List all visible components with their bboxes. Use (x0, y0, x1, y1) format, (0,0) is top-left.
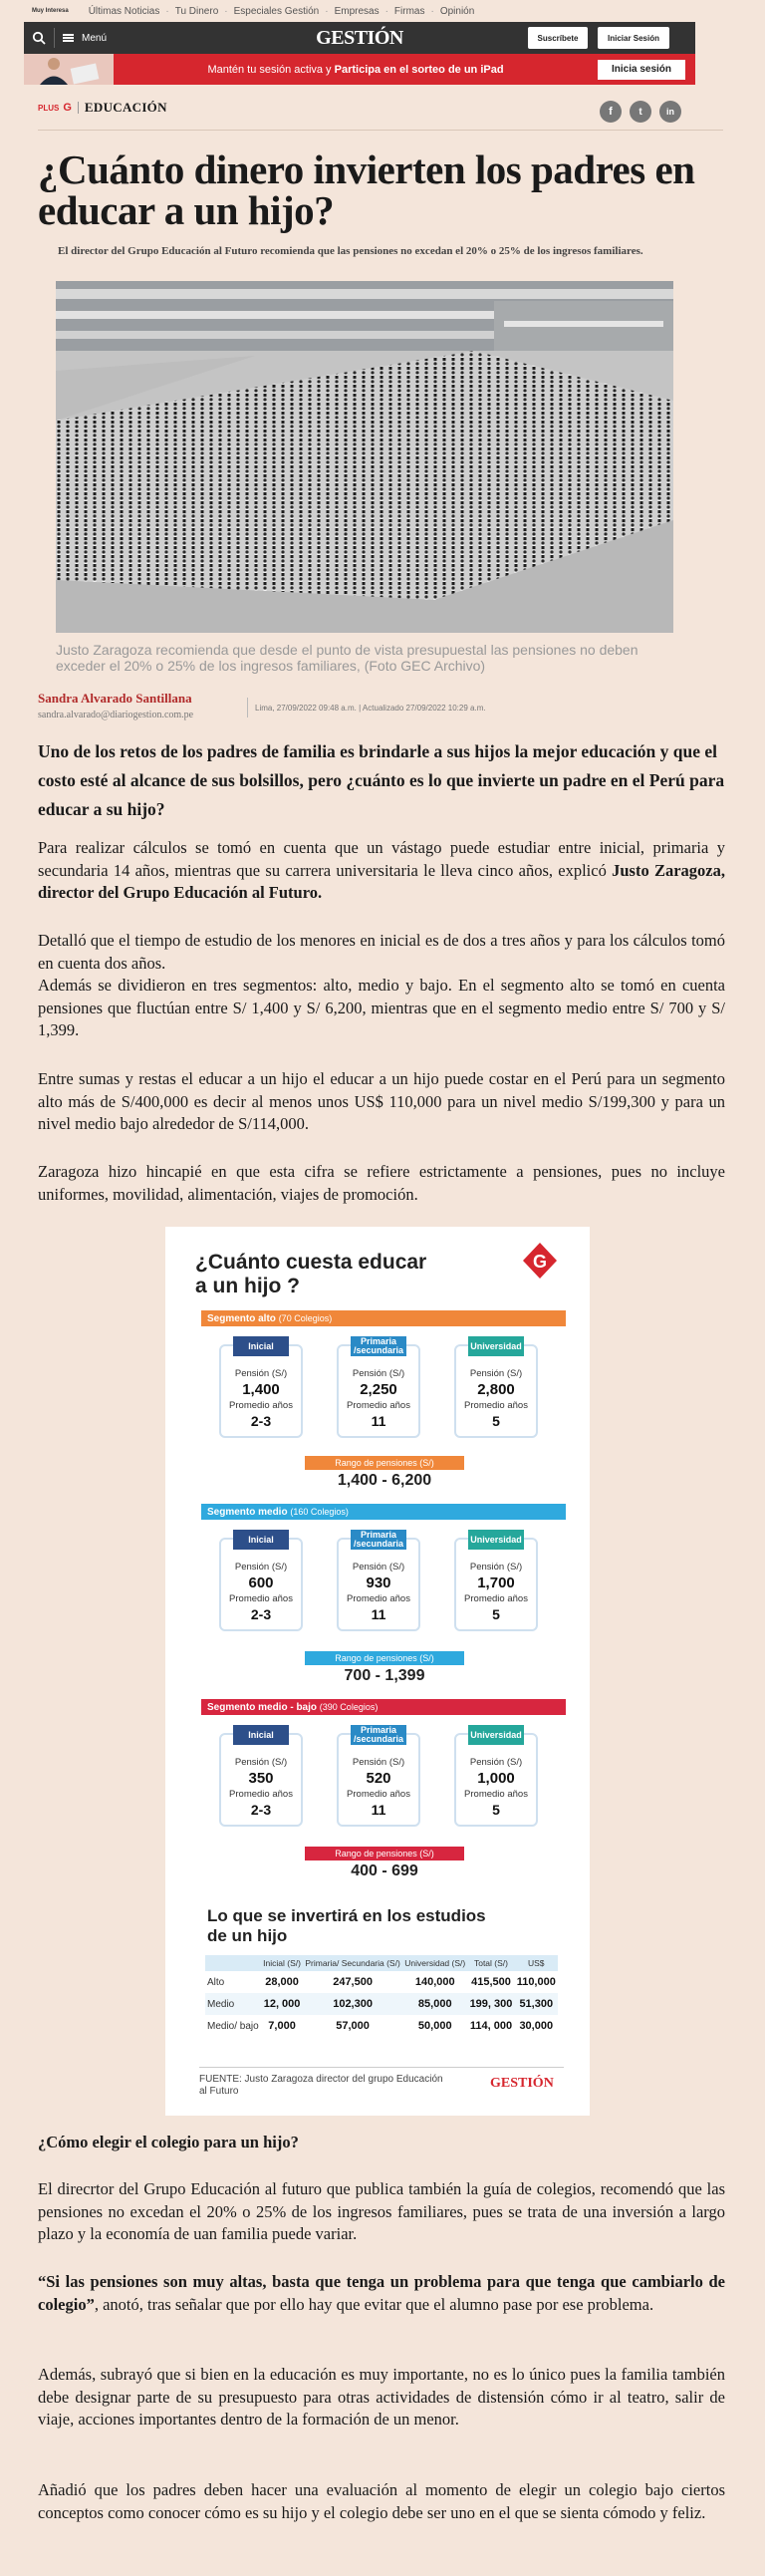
twitter-share-button[interactable] (630, 101, 651, 123)
table-header: Inicial (S/) (261, 1955, 303, 1971)
search-button[interactable] (24, 31, 54, 45)
segment-count: (390 Colegios) (319, 1702, 379, 1712)
table-cell: Medio/ bajo (207, 2020, 259, 2032)
paragraph-1-text: Para realizar cálculos se tomó en cuenta que un vástago puede estudiar entre inicial, primaria y secundaria 14 años, mientras que su carrera universitaria le lleva cinco años, explicó (38, 838, 725, 880)
pension-label: Pensión (S/) (234, 1562, 288, 1573)
promo-text-prefix: Mantén tu sesión activa y (207, 63, 335, 76)
table-cell: 415,500 (471, 1976, 511, 1988)
table-cell: 85,000 (402, 1993, 467, 2015)
segment-medio-bajo-bar (201, 1699, 566, 1715)
range-value: 1,400 - 6,200 (337, 1472, 432, 1489)
linkedin-share-button[interactable] (659, 101, 681, 123)
years-label: Promedio años (229, 1400, 293, 1411)
svg-text:G: G (532, 1252, 548, 1272)
paragraph-1-bold: Justo Zaragoza, director del Grupo Educación al Futuro. (38, 860, 725, 902)
years-value: 5 (492, 1606, 500, 1622)
subscribe-button[interactable]: Suscríbete (528, 27, 588, 49)
nav-link-especiales[interactable]: Especiales Gestión (233, 5, 320, 17)
card-label: Primaria /secundaria (351, 1336, 406, 1356)
pension-value: 1,400 (242, 1381, 280, 1398)
plus-g-logo: G (63, 102, 79, 114)
paragraph-6-quote: “Si las pensiones son muy altas, basta que tenga un problema para que tenga que cambiarlo de colegio” (38, 2272, 725, 2314)
paragraph-2b: Además se dividieron en tres segmentos: alto, medio y bajo. En el segmento alto se tomó en cuenta pensiones que fluctúan entre S/ 1,400 y S/ 6,200, mientras que en el segmento medio entre S/ 700 y S/ 1,399. (38, 976, 725, 1039)
promo-login-button[interactable]: Inicia sesión (598, 60, 685, 80)
table-cell: Alto (207, 1976, 225, 1988)
photo-caption: Justo Zaragoza recomienda que desde el punto de vista presupuestal las pensiones no deben exceder el 20% o 25% de los ingresos familiares, (Foto GEC Archivo) (56, 642, 638, 674)
card-label: Primaria /secundaria (351, 1725, 406, 1745)
table-row (205, 1993, 558, 2015)
pension-value: 2,800 (477, 1381, 515, 1398)
infographic (165, 1227, 590, 2116)
author-name[interactable]: Sandra Alvarado Santillana (38, 691, 192, 706)
range-alto (305, 1456, 464, 1490)
facebook-share-button[interactable] (600, 101, 622, 123)
publish-dates: Lima, 27/09/2022 09:48 a.m. | Actualizado 27/09/2022 10:29 a.m. (255, 704, 486, 713)
pension-value: 520 (366, 1770, 391, 1787)
years-label: Promedio años (464, 1789, 528, 1800)
nav-link-ultimas-noticias[interactable]: Últimas Noticias (88, 5, 160, 17)
segment-count: (70 Colegios) (278, 1313, 333, 1323)
muy-interesa-tag: Muy Interesa (32, 8, 69, 14)
hamburger-icon (63, 34, 74, 42)
table-cell: Medio (205, 1993, 261, 2015)
paragraph-2a: Detalló que el tiempo de estudio de los menores en inicial es de dos a tres años y para los cálculos tomó en cuenta dos años. (38, 931, 725, 973)
range-label: Rango de pensiones (S/) (305, 1651, 464, 1665)
card-label: Inicial (233, 1530, 289, 1550)
range-medio (305, 1651, 464, 1685)
table-row (205, 2015, 558, 2037)
table-cell: 12, 000 (261, 1993, 303, 2015)
section-name[interactable]: EDUCACIÓN (84, 100, 167, 115)
pension-value: 350 (248, 1770, 274, 1787)
pension-label: Pensión (S/) (469, 1757, 523, 1768)
table-cell: 102,300 (303, 1993, 402, 2015)
linkedin-icon: in (666, 107, 674, 117)
segment-name: Segmento medio - bajo (207, 1702, 318, 1713)
pension-value: 930 (366, 1574, 391, 1591)
nav-link-tu-dinero[interactable]: Tu Dinero (174, 5, 219, 17)
card-label: Universidad (468, 1530, 524, 1550)
pension-value: 1,000 (477, 1770, 515, 1787)
table-cell: 140,000 (414, 1976, 455, 1988)
section-heading: ¿Cómo elegir el colegio para un hijo? (38, 2133, 299, 2151)
author-email[interactable]: sandra.alvarado@diariogestion.com.pe (38, 710, 194, 720)
paragraph-4: Zaragoza hizo hincapié en que esta cifra se refiere estrictamente a pensiones, pues no incluye uniformes, movilidad, alimentación, viajes de promoción. (38, 1162, 725, 1204)
nav-separator: · (165, 5, 169, 17)
table-cell: 7,000 (268, 2020, 296, 2032)
nav-link-opinion[interactable]: Opinión (439, 5, 475, 17)
paragraph-7: Además, subrayó que si bien en la educación es muy importante, no es lo único pues la familia también debe designar parte de su presupuesto para otras actividades de distensión cómo ir al teatro, salir de viaje, acciones importantes dentro de la formación de un menor. (38, 2365, 725, 2429)
years-value: 11 (371, 1413, 386, 1429)
paragraph-5: El direcrtor del Grupo Educación al futuro que publica también la guía de colegios, recomendó que las pensiones no excedan el 20% o 25% de los ingresos familiares, pues se trata de una inversión a largo plazo y la economía de uan familia puede variar. (38, 2179, 725, 2243)
paragraph-6-text: , anotó, tras señalar que por ello hay que evitar que el alumno pase por ese problema. (94, 2294, 654, 2314)
card-label: Inicial (233, 1725, 289, 1745)
years-value: 11 (371, 1802, 386, 1818)
card-bajo-universidad (454, 1729, 538, 1827)
table-header-row (205, 1955, 558, 1971)
card-medio-universidad (454, 1534, 538, 1631)
article-main-photo (56, 281, 673, 633)
range-label: Rango de pensiones (S/) (305, 1456, 464, 1470)
card-medio-inicial (219, 1534, 303, 1631)
table-cell: 114, 000 (469, 2020, 513, 2032)
table-cell: 57,000 (336, 2020, 370, 2032)
plus-badge: PLUS (38, 103, 60, 113)
pension-value: 600 (248, 1574, 274, 1591)
card-bajo-inicial (219, 1729, 303, 1827)
segment-name: Segmento medio (207, 1507, 288, 1518)
range-value: 400 - 699 (351, 1862, 418, 1879)
years-label: Promedio años (229, 1789, 293, 1800)
segment-medio-bar (201, 1504, 566, 1520)
article-title: ¿Cuánto dinero invierten los padres en educar a un hijo? (38, 146, 695, 233)
section-divider (38, 130, 723, 131)
pension-label: Pensión (S/) (469, 1368, 523, 1379)
years-value: 5 (492, 1413, 500, 1429)
top-navigation (0, 0, 765, 22)
menu-button[interactable] (54, 28, 107, 48)
years-value: 2-3 (250, 1606, 272, 1622)
nav-separator: · (384, 5, 388, 17)
card-label: Universidad (468, 1725, 524, 1745)
paragraph-8: Añadió que los padres deben hacer una evaluación al momento de elegir un colegio bajo ciertos conceptos como conocer cómo es su hijo y el colegio debe ser uno en el que se sienta cómodo y feliz. (38, 2480, 725, 2522)
site-header (24, 22, 695, 54)
article-lead: Uno de los retos de los padres de familia es brindarle a sus hijos la mejor educación y que el costo esté al alcance de sus bolsillos, pero ¿cuánto es lo que invierte un padre en el Perú para educar a su hijo? (38, 741, 725, 819)
range-medio-bajo (305, 1847, 464, 1880)
card-label: Inicial (233, 1336, 289, 1356)
search-icon (32, 31, 46, 45)
table-header: Total (S/) (467, 1955, 514, 1971)
promo-text (114, 64, 598, 76)
years-value: 2-3 (250, 1413, 272, 1429)
nav-separator: · (224, 5, 228, 17)
infographic-title: ¿Cuánto cuesta educar a un hijo ? (195, 1251, 427, 1297)
pension-label: Pensión (S/) (469, 1562, 523, 1573)
range-label: Rango de pensiones (S/) (305, 1847, 464, 1860)
pension-label: Pensión (S/) (234, 1757, 288, 1768)
table-cell: 110,000 (516, 1976, 556, 1988)
segment-count: (160 Colegios) (290, 1507, 349, 1517)
pension-label: Pensión (S/) (352, 1757, 405, 1768)
table-header: Primaria/ Secundaria (S/) (303, 1955, 402, 1971)
gestion-g-logo-icon (520, 1241, 560, 1281)
article-subtitle: El director del Grupo Educación al Futuro recomienda que las pensiones no excedan el 20% o 25% de los ingresos familiares. (58, 245, 643, 257)
table-cell: 28,000 (265, 1976, 299, 1988)
years-label: Promedio años (347, 1400, 410, 1411)
paragraph-3: Entre sumas y restas el educar a un hijo el educar a un hijo puede costar en el Perú para un segmento alto más de S/400,000 es decir al menos unos US$ 110,000 para un nivel medio S/199,300 y para un nivel medio bajo alrededor de S/114,000. (38, 1069, 725, 1133)
card-medio-primaria (337, 1530, 420, 1631)
years-label: Promedio años (464, 1400, 528, 1411)
paragraph-6 (38, 2271, 725, 2316)
years-label: Promedio años (229, 1593, 293, 1604)
table-cell: 30,000 (519, 2020, 554, 2032)
promo-text-strong: Participa en el sorteo de un iPad (334, 63, 504, 76)
card-alto-universidad (454, 1340, 538, 1438)
card-label: Primaria /secundaria (351, 1530, 406, 1550)
twitter-icon: t (638, 106, 642, 118)
years-label: Promedio años (347, 1593, 410, 1604)
infographic-footer-divider (199, 2067, 564, 2068)
nav-link-empresas[interactable]: Empresas (334, 5, 380, 17)
pension-label: Pensión (S/) (234, 1368, 288, 1379)
years-value: 11 (371, 1606, 386, 1622)
byline-divider (247, 698, 248, 717)
menu-label: Menú (82, 32, 108, 44)
years-value: 5 (492, 1802, 500, 1818)
promo-banner[interactable] (24, 54, 695, 85)
years-label: Promedio años (464, 1593, 528, 1604)
paragraph-1 (38, 837, 725, 905)
infographic-brand: GESTIÓN (490, 2076, 554, 2091)
card-label: Universidad (468, 1336, 524, 1356)
paragraph-2 (38, 930, 725, 1042)
pension-label: Pensión (S/) (352, 1562, 405, 1573)
table-cell: 50,000 (417, 2020, 452, 2032)
table-cell: 247,500 (333, 1976, 373, 1988)
infographic-subtitle: Lo que se invertirá en los estudios de un hijo (207, 1906, 486, 1945)
nav-link-firmas[interactable]: Firmas (393, 5, 425, 17)
segment-alto-bar (201, 1310, 566, 1326)
card-alto-primaria (337, 1336, 420, 1438)
segment-name: Segmento alto (207, 1313, 276, 1324)
gestion-logo[interactable]: GESTIÓN (316, 26, 403, 49)
investment-table (205, 1955, 558, 2037)
pension-value: 1,700 (477, 1574, 515, 1591)
card-alto-inicial (219, 1340, 303, 1438)
table-header: US$ (515, 1955, 558, 1971)
login-button[interactable]: Iniciar Sesión (598, 27, 669, 49)
years-value: 2-3 (250, 1802, 272, 1818)
section-label (38, 100, 167, 116)
table-row (205, 1971, 558, 1993)
table-cell: 199, 300 (467, 1993, 514, 2015)
pension-label: Pensión (S/) (352, 1368, 405, 1379)
years-label: Promedio años (347, 1789, 410, 1800)
pension-value: 2,250 (360, 1381, 397, 1398)
nav-separator: · (430, 5, 434, 17)
nav-separator: · (325, 5, 329, 17)
facebook-icon: f (609, 106, 613, 118)
table-cell: 51,300 (515, 1993, 558, 2015)
range-value: 700 - 1,399 (344, 1667, 425, 1684)
table-header (205, 1955, 261, 1971)
table-header: Universidad (S/) (402, 1955, 467, 1971)
promo-person-image (24, 54, 114, 85)
infographic-source: FUENTE: Justo Zaragoza director del grupo Educación al Futuro (199, 2074, 443, 2097)
card-bajo-primaria (337, 1725, 420, 1827)
